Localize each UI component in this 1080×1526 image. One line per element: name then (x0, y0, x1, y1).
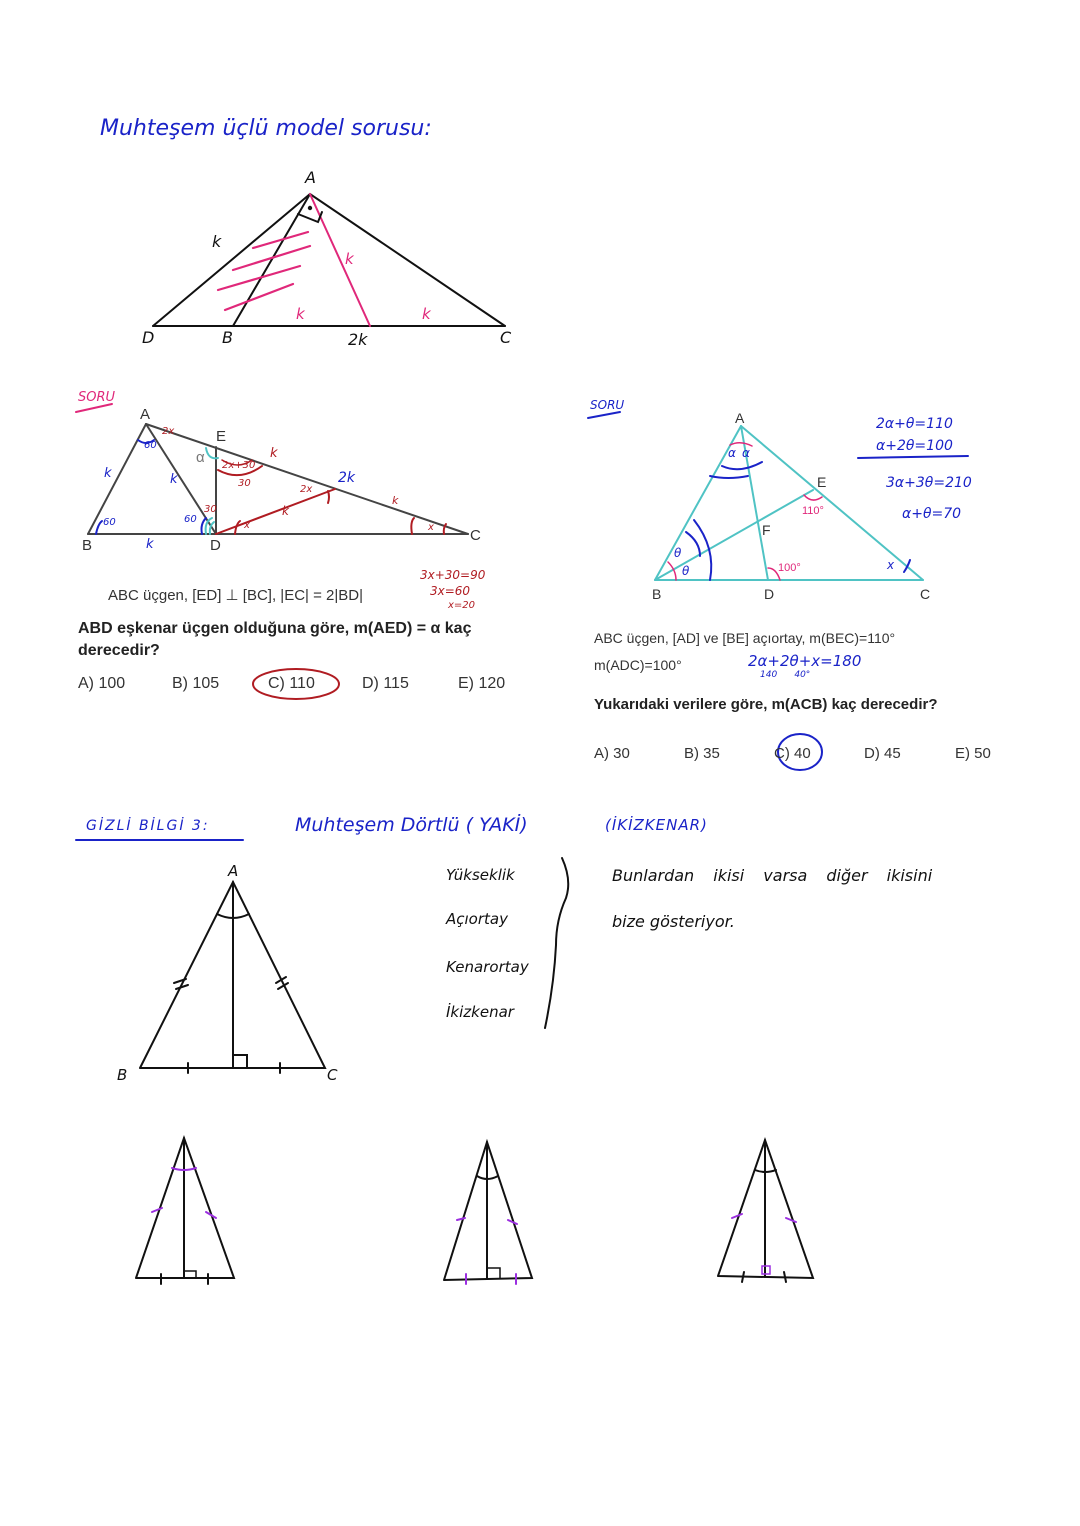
p1-work-2: x=20 (448, 600, 476, 611)
p2-annot-x: x (887, 558, 895, 572)
hidden-info-note-line2: bize gösteriyor. (612, 912, 735, 931)
p2-work-right-0: 2α+θ=110 (876, 416, 953, 432)
p2-angle-bec: 110° (802, 505, 824, 517)
p2-work-inline-sub: 140 40° (760, 670, 811, 680)
hidden-info-note-line1: Bunlardan ikisi varsa diğer ikisini (612, 866, 933, 885)
p1-annot-k2: k (170, 472, 178, 487)
problem2-option-a[interactable]: A) 30 (594, 745, 630, 762)
problem2-question: Yukarıdaki verilere göre, m(ACB) kaç derecedir? (594, 696, 938, 713)
p1-annot-x2: x (428, 522, 434, 533)
p2-work-right-3: α+θ=70 (902, 506, 962, 522)
p2-label-e: E (817, 474, 827, 490)
p2-work-right-1: α+2θ=100 (876, 438, 953, 454)
p1-annot-k5: k (392, 494, 399, 507)
property-list-item-2: Açıortay (446, 910, 508, 928)
p2-label-f: F (762, 522, 771, 538)
problem2-given-line1: ABC üçgen, [AD] ve [BE] açıortay, m(BEC)=110° (594, 630, 896, 646)
p2-annot-alpha2: α (742, 446, 750, 460)
page-title: Muhteşem üçlü model sorusu: (100, 116, 432, 141)
p2-work-inline: 2α+2θ+x=180 (748, 652, 862, 670)
p1-annot-2x30: 2x+30 (222, 460, 256, 471)
property-list-item-4: İkizkenar (446, 1003, 514, 1021)
hidden-info-subtitle: (İKİZKENAR) (605, 816, 708, 834)
model-mark-da: k (212, 232, 222, 251)
problem1-given: ABC üçgen, [ED] ⊥ [BC], |EC| = 2|BD| (108, 587, 363, 604)
p1-label-d: D (210, 537, 221, 554)
problem1-option-d[interactable]: D) 115 (362, 675, 409, 692)
problem2-option-b[interactable]: B) 35 (684, 745, 720, 762)
p2-annot-theta2: θ (682, 564, 690, 578)
p2-label-d: D (764, 586, 775, 602)
property-list-item-1: Yükseklik (446, 866, 515, 884)
problem1-option-c[interactable]: C) 110 (268, 675, 315, 692)
hidden-info-title: Muhteşem Dörtlü ( YAKİ) (295, 814, 528, 836)
problem1-figure (76, 404, 468, 534)
property-list-item-3: Kenarortay (446, 958, 529, 976)
hidden-info-drawings (76, 840, 813, 1284)
p1-annot-k1: k (104, 466, 112, 481)
problem1-question-line1: ABD eşkenar üçgen olduğuna göre, m(AED) = α kaç (78, 620, 472, 637)
model-mark-bm: k (296, 305, 305, 323)
problem1-option-a[interactable]: A) 100 (78, 675, 126, 692)
p1-label-alpha: α (196, 449, 205, 466)
p1-label-c: C (470, 527, 481, 544)
model-label-a: A (305, 168, 316, 187)
p1-annot-2k: 2k (338, 470, 356, 486)
model-triangle-figure (153, 194, 505, 326)
p1-annot-60c: 60 (184, 514, 197, 525)
problem2-option-c[interactable]: C) 40 (774, 745, 811, 762)
p2-label-a: A (735, 410, 745, 426)
iso-label-a: A (228, 862, 239, 880)
p1-label-e: E (216, 428, 227, 445)
p1-annot-30a: 30 (238, 478, 251, 489)
p1-annot-2x: 2x (162, 426, 175, 437)
p2-angle-adc: 100° (778, 562, 801, 574)
model-mark-mc: k (422, 305, 431, 323)
p2-annot-alpha1: α (728, 446, 736, 460)
iso-label-b: B (117, 1066, 128, 1084)
p1-annot-60b: 60 (103, 517, 116, 528)
problem1-option-e[interactable]: E) 120 (458, 675, 506, 692)
problem2-tag: SORU (590, 398, 625, 412)
p2-work-right-2: 3α+3θ=210 (886, 475, 972, 491)
hidden-info-heading: GİZLİ BİLGİ 3: (86, 818, 210, 834)
problem1-question-line2: derecedir? (78, 642, 160, 659)
model-label-c: C (500, 328, 512, 347)
p1-annot-60a: 60 (144, 440, 157, 451)
model-mark-bc: 2k (348, 330, 368, 349)
model-mark-am: k (345, 250, 354, 268)
model-label-d: D (142, 328, 155, 347)
p1-label-a: A (140, 406, 151, 423)
p1-annot-k4: k (282, 504, 289, 518)
p2-annot-theta1: θ (674, 546, 682, 560)
problem2-given-line2: m(ADC)=100° (594, 657, 682, 673)
p1-annot-2x-b: 2x (300, 484, 313, 495)
p1-work-0: 3x+30=90 (420, 568, 486, 582)
problem2-option-d[interactable]: D) 45 (864, 745, 901, 762)
p1-annot-x1: x (244, 520, 250, 531)
p1-work-1: 3x=60 (430, 584, 471, 598)
p1-annot-k3: k (146, 537, 154, 552)
problem2-option-e[interactable]: E) 50 (955, 745, 991, 762)
iso-label-c: C (327, 1066, 338, 1084)
problem1-option-b[interactable]: B) 105 (172, 675, 220, 692)
model-label-b: B (222, 328, 233, 347)
p1-annot-30b: 30 (204, 504, 217, 515)
problem1-tag: SORU (78, 390, 116, 405)
p2-label-b: B (652, 586, 662, 602)
p1-annot-k-ea: k (270, 446, 278, 461)
p1-label-b: B (82, 537, 93, 554)
p2-label-c: C (920, 586, 931, 602)
